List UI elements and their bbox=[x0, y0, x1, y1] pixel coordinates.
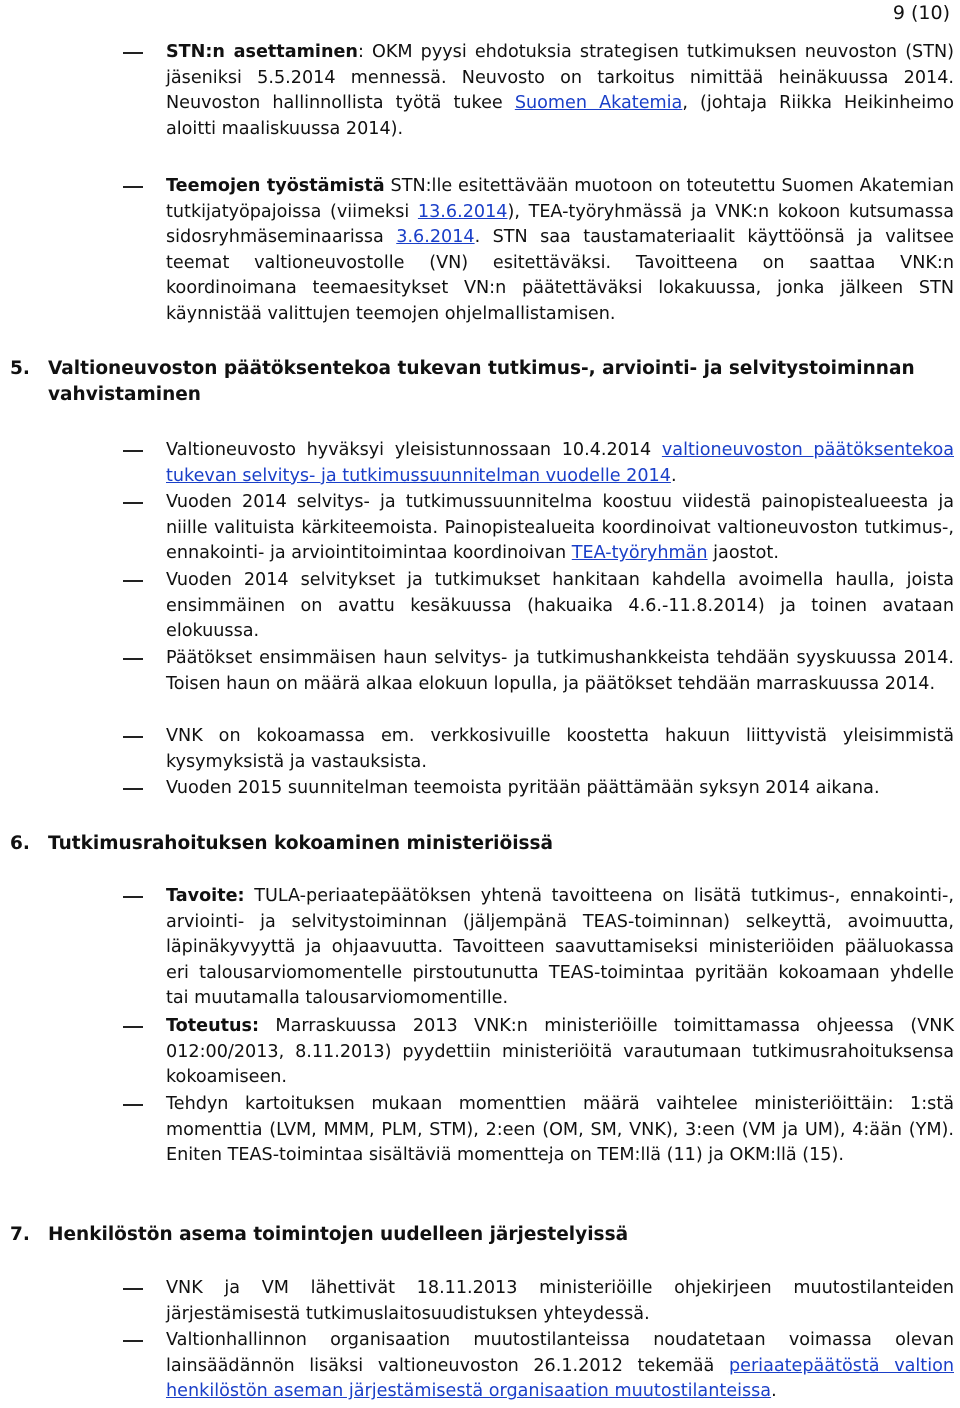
bullet-dash bbox=[123, 1104, 143, 1106]
list-item: Toteutus: Marraskuussa 2013 VNK:n ministeriöille toimittamassa ohjeessa (VNK 012:00/2013, 8.11.2013) pyydettiin ministeriöitä varautumaan tutkimusrahoituksensa kokoamiseen. bbox=[166, 1016, 954, 1088]
bullet-dash bbox=[123, 1340, 143, 1342]
bullet-dash bbox=[123, 658, 143, 660]
bullet-dash bbox=[123, 580, 143, 582]
section-7-title: Henkilöstön asema toimintojen uudelleen järjestelyissä bbox=[48, 1224, 629, 1245]
bullet-dash bbox=[123, 1026, 143, 1028]
bullet-dash bbox=[123, 896, 143, 898]
list-item: Vuoden 2015 suunnitelman teemoista pyritään päättämään syksyn 2014 aikana. bbox=[166, 778, 880, 798]
stn-paragraph: STN:n asettaminen: OKM pyysi ehdotuksia strategisen tutkimuksen neuvoston (STN) jäseniksi 5.5.2014 mennessä. Neuvosto on tarkoitus nimittää heinäkuussa 2014. Neuvoston hallinnollista työtä tukee Suomen Akatemia, (johtaja Riikka Heikinheimo aloitti maaliskuussa 2014). bbox=[166, 42, 954, 139]
date-link-13-6-2014[interactable]: 13.6.2014 bbox=[417, 201, 508, 222]
periaatepaatos-link[interactable]: periaatepäätöstä valtion henkilöstön aseman järjestämisestä organisaation muutostilanteissa bbox=[166, 1355, 954, 1402]
list-item: VNK ja VM lähettivät 18.11.2013 ministeriöille ohjekirjeen muutostilanteiden järjestämisestä tutkimuslaitosuudistuksen yhteydessä. bbox=[166, 1278, 954, 1324]
list-item: Valtionhallinnon organisaation muutostilanteissa noudatetaan voimassa olevan lainsäädännön lisäksi valtioneuvoston 26.1.2012 tekemää periaatepäätöstä valtion henkilöstön aseman järjestämisestä organisaation muutostilanteissa. bbox=[166, 1330, 954, 1402]
toteutus-label: Toteutus: bbox=[166, 1016, 260, 1036]
list-item: Tavoite: TULA-periaatepäätöksen yhtenä tavoitteena on lisätä tutkimus-, ennakointi-, arviointi- ja selvitystoiminnan (jäljempänä TEAS-toiminnan) selkeyttä, avoimuutta, läpinäkyvyyttä ja ohjaavuutta. Tavoitteen saavuttamiseksi ministeriöiden pääluokassa eri talousarviomomentelle pirstoutunutta TEAS-toimintaa pyritään kokoamaan yhdelle tai muutamalla talousarviomomentille. bbox=[166, 886, 954, 1009]
teemat-label: Teemojen työstämistä bbox=[166, 176, 385, 196]
list-item: Tehdyn kartoituksen mukaan momenttien määrä vaihtelee ministeriöittäin: 1:stä momenttia (LVM, MMM, PLM, STM), 2:een (OM, SM, VNK), 3:een (VM ja UM), 4:ään (YM). Eniten TEAS-toimintaa sisältäviä momentteja on TEM:llä (11) ja OKM:llä (15). bbox=[166, 1094, 954, 1166]
section-7-heading: 7. Henkilöstön asema toimintojen uudelleen järjestelyissä bbox=[10, 1222, 954, 1248]
page-number: 9 (10) bbox=[892, 2, 950, 24]
date-link-3-6-2014[interactable]: 3.6.2014 bbox=[396, 227, 475, 248]
list-item: VNK on kokoamassa em. verkkosivuille koostetta hakuun liittyvistä yleisimmistä kysymyksistä ja vastauksista. bbox=[166, 726, 954, 772]
selvityssuunnitelma-link[interactable]: valtioneuvoston päätöksentekoa tukevan selvitys- ja tutkimussuunnitelman vuodelle 2014 bbox=[166, 440, 954, 486]
teemat-paragraph: Teemojen työstämistä STN:lle esitettävään muotoon on toteutettu Suomen Akatemian tutkijatyöpajoissa (viimeksi 13.6.2014), TEA-työryhmässä ja VNK:n kokoon kutsumassa sidosryhmäseminaarissa 3.6.2014. STN saa taustamateriaalit käyttöönsä ja valitsee teemat valtioneuvostolle (VN) esitettäväksi. Tavoitteena on saattaa VNK:n koordinoimana teemaesitykset VN:n päätettäväksi lokakuussa, jonka jälkeen STN käynnistää valittujen teemojen ohjelmallistamisen. bbox=[166, 176, 954, 324]
bullet-dash bbox=[123, 186, 143, 188]
list-item: Vuoden 2014 selvitykset ja tutkimukset hankitaan kahdella avoimella haulla, joista ensimmäinen on avattu kesäkuussa (hakuaika 4.6.-11.8.2014) ja toinen avataan elokuussa. bbox=[166, 570, 954, 642]
tavoite-label: Tavoite: bbox=[166, 886, 245, 906]
list-item: Valtioneuvosto hyväksyi yleisistunnossaan 10.4.2014 valtioneuvoston päätöksentekoa tukevan selvitys- ja tutkimussuunnitelman vuodelle 2014. bbox=[166, 440, 954, 486]
bullet-dash bbox=[123, 502, 143, 504]
section-6-title: Tutkimusrahoituksen kokoaminen ministeriöissä bbox=[48, 833, 554, 854]
stn-label: STN:n asettaminen bbox=[166, 42, 358, 62]
bullet-dash bbox=[123, 1288, 143, 1290]
bullet-dash bbox=[123, 788, 143, 790]
bullet-dash bbox=[123, 52, 143, 54]
section-6-heading: 6. Tutkimusrahoituksen kokoaminen ministeriöissä bbox=[10, 831, 954, 857]
bullet-dash bbox=[123, 450, 143, 452]
section-5-title: Valtioneuvoston päätöksentekoa tukevan tutkimus-, arviointi- ja selvitystoiminnan vahvistaminen bbox=[48, 358, 915, 405]
tea-tyoryhma-link[interactable]: TEA-työryhmän bbox=[571, 543, 708, 564]
section-5-heading: 5. Valtioneuvoston päätöksentekoa tukevan tutkimus-, arviointi- ja selvitystoiminnan vahvistaminen bbox=[10, 356, 954, 408]
suomen-akatemia-link[interactable]: Suomen Akatemia bbox=[514, 93, 683, 114]
bullet-dash bbox=[123, 736, 143, 738]
list-item: Päätökset ensimmäisen haun selvitys- ja tutkimushankkeista tehdään syyskuussa 2014. Toisen haun on määrä alkaa elokuun lopulla, ja päätökset tehdään marraskuussa 2014. bbox=[166, 648, 954, 694]
list-item: Vuoden 2014 selvitys- ja tutkimussuunnitelma koostuu viidestä painopistealueesta ja niille valituista kärkiteemoista. Painopistealueita koordinoivat valtioneuvoston tutkimus-, ennakointi- ja arviointitoimintaa koordinoivan TEA-työryhmän jaostot. bbox=[166, 492, 954, 564]
